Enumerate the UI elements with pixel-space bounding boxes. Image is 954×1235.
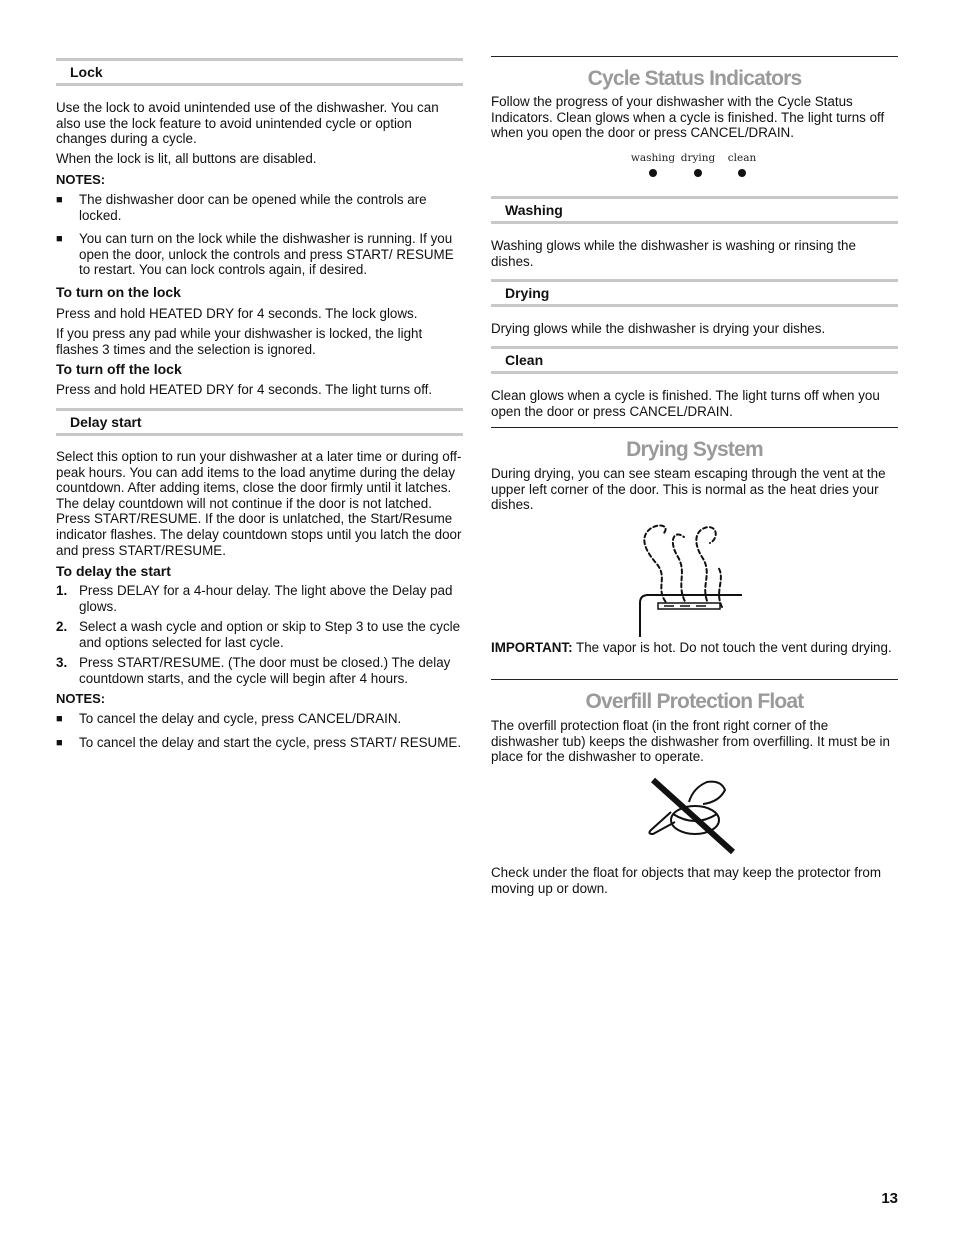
lock-note-text-2: You can turn on the lock while the dishwasher is running. If you open the door, unlock the controls and press START/ RESUME to restart. You can lock controls again, if desired. <box>79 231 454 278</box>
turn-off-lock-text: Press and hold HEATED DRY for 4 seconds. The light turns off. <box>56 382 433 397</box>
clean-band-title: Clean <box>505 352 544 368</box>
indicator-light-drying-icon <box>694 169 702 177</box>
lock-note-bullet-2 <box>56 231 463 278</box>
delay-step-2-number: 2. <box>56 619 68 634</box>
delay-note-bullet-1 <box>56 711 463 727</box>
overfill-paragraph: The overfill protection float (in the front right corner of the dishwasher tub) keeps the dishwasher from overfilling. It must be in place for the dishwasher to operate. <box>491 718 890 765</box>
cycle-status-paragraph: Follow the progress of your dishwasher with the Cycle Status Indicators. Clean glows when a cycle is finished. The light turns off when you open the door or press CANCEL/DRAIN. <box>491 94 885 141</box>
delay-step-1 <box>56 583 463 614</box>
delay-step-3-number: 3. <box>56 655 68 670</box>
indicator-label-washing: washing <box>630 152 676 164</box>
drying-system-paragraph: During drying, you can see steam escaping through the vent at the upper left corner of the door. This is normal as the heat dries your dishes. <box>491 466 886 513</box>
overfill-top-rule <box>491 679 898 680</box>
delay-step-3-text: Press START/RESUME. (The door must be closed.) The delay countdown starts, and the cycle will begin after 4 hours. <box>79 655 451 686</box>
washing-band-title: Washing <box>505 202 563 218</box>
delay-step-1-text: Press DELAY for a 4-hour delay. The light above the Delay pad glows. <box>79 583 453 614</box>
washing-text: Washing glows while the dishwasher is washing or rinsing the dishes. <box>491 238 856 269</box>
delay-note-text-2: To cancel the delay and start the cycle, press START/ RESUME. <box>79 735 462 750</box>
clean-text: Clean glows when a cycle is finished. The light turns off when you open the door or press CANCEL/DRAIN. <box>491 388 880 419</box>
indicator-label-clean: clean <box>727 152 757 164</box>
delay-step-1-number: 1. <box>56 583 68 598</box>
delay-start-steps-title: To delay the start <box>56 563 171 579</box>
cycle-status-heading: Cycle Status Indicators <box>587 67 802 90</box>
delay-step-2 <box>56 619 463 650</box>
drying-band-title: Drying <box>505 285 550 301</box>
steam-vent-illustration <box>630 515 754 637</box>
turn-on-lock-text-1: Press and hold HEATED DRY for 4 seconds. The lock glows. <box>56 306 418 321</box>
overfill-float-illustration <box>641 772 745 856</box>
lock-paragraph-2: When the lock is lit, all buttons are disabled. <box>56 151 317 166</box>
delay-step-3 <box>56 655 463 686</box>
delay-start-section-title: Delay start <box>70 414 142 430</box>
turn-on-lock-text-2: If you press any pad while your dishwasher is locked, the light flashes 3 times and the selection is ignored. <box>56 326 423 357</box>
indicator-light-washing-icon <box>649 169 657 177</box>
indicator-label-drying: drying <box>680 152 716 164</box>
important-label: IMPORTANT: <box>491 640 573 655</box>
do-not-obstruct-slash-icon <box>653 780 733 852</box>
lock-note-text-1: The dishwasher door can be opened while the controls are locked. <box>79 192 427 223</box>
drying-text: Drying glows while the dishwasher is drying your dishes. <box>491 321 826 336</box>
delay-note-text-1: To cancel the delay and cycle, press CANCEL/DRAIN. <box>79 711 402 726</box>
dishwasher-door-outline-icon <box>640 595 742 637</box>
lock-notes-label: NOTES: <box>56 172 106 187</box>
cycle-status-indicator-graphic <box>626 148 766 182</box>
delay-notes-label: NOTES: <box>56 691 106 706</box>
indicator-light-clean-icon <box>738 169 746 177</box>
delay-note-bullet-2 <box>56 735 463 751</box>
drying-band <box>491 279 898 307</box>
delay-start-section-band <box>56 408 463 436</box>
lock-section-title: Lock <box>70 64 103 80</box>
drying-system-top-rule <box>491 427 898 428</box>
lock-section-band <box>56 58 463 86</box>
cycle-status-top-rule <box>491 56 898 57</box>
lock-paragraph-1: Use the lock to avoid unintended use of the dishwasher. You can also use the lock feature to avoid unintended cycle or option changes during a cycle. <box>56 100 439 147</box>
overfill-check-paragraph: Check under the float for objects that may keep the protector from moving up or down. <box>491 865 882 896</box>
turn-off-lock-title: To turn off the lock <box>56 361 182 377</box>
drying-system-heading: Drying System <box>626 438 763 461</box>
important-note <box>491 640 898 656</box>
delay-start-paragraph: Select this option to run your dishwasher at a later time or during off-peak hours. You can add items to the load anytime during the delay countdown. After adding items, close the door firmly until it latches. The delay countdown will not continue if the door is not latched. Press START/RESUME. If the door is unlatched, the Start/Resume indicator flashes. The delay countdown stops until you latch the door and press START/RESUME. <box>56 449 462 558</box>
turn-on-lock-title: To turn on the lock <box>56 284 181 300</box>
lock-note-bullet-1 <box>56 192 463 223</box>
overfill-heading: Overfill Protection Float <box>585 690 804 713</box>
delay-step-2-text: Select a wash cycle and option or skip to Step 3 to use the cycle and options selected for last cycle. <box>79 619 461 650</box>
clean-band <box>491 346 898 374</box>
page-number: 13 <box>881 1190 898 1207</box>
important-text: The vapor is hot. Do not touch the vent during drying. <box>572 640 892 655</box>
washing-band <box>491 196 898 224</box>
